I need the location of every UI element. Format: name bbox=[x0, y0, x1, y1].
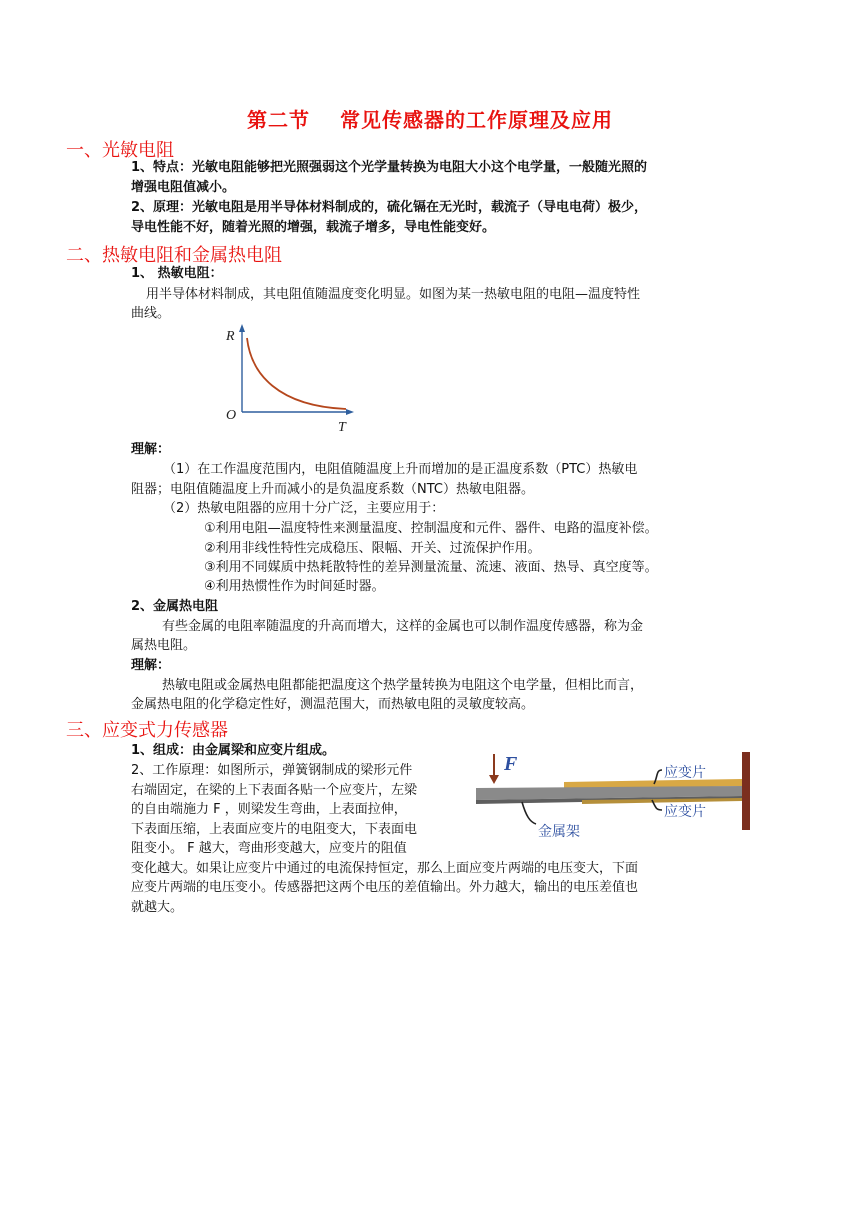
metal-line2: 属热电阻。 bbox=[131, 638, 197, 653]
section2-sub2: 2、金属热电阻 bbox=[131, 599, 219, 614]
section2-heading: 二、热敏电阻和金属热电阻 bbox=[66, 245, 282, 266]
app-item-4: ④利用热惯性作为时间延时器。 bbox=[204, 579, 385, 594]
section3-p2-line5: 阻变小。 F 越大，弯曲形变越大，应变片的阻值 bbox=[131, 841, 407, 856]
section3-p2-line3: 的自由端施力 F ，则梁发生弯曲，上表面拉伸， bbox=[131, 802, 407, 817]
section3-heading: 三、应变式力传感器 bbox=[66, 720, 228, 741]
app-item-2: ②利用非线性特性完成稳压、限幅、开关、过流保护作用。 bbox=[204, 541, 541, 556]
section2-desc-line2: 曲线。 bbox=[131, 306, 171, 321]
section3-p2-line1: 2、工作原理：如图所示，弹簧钢制成的梁形元件 bbox=[131, 763, 413, 778]
graph-x-label: T bbox=[338, 420, 346, 434]
ntc-curve bbox=[247, 338, 346, 409]
resistance-temperature-graph bbox=[218, 322, 358, 434]
metal-line1: 有些金属的电阻率随温度的升高而增大，这样的金属也可以制作温度传感器，称为金 bbox=[162, 619, 644, 634]
understand-label-1: 理解： bbox=[131, 442, 171, 457]
graph-y-arrow bbox=[239, 324, 245, 332]
understand3-line2: 金属热电阻的化学稳定性好，测温范围大，而热敏电阻的灵敏度较高。 bbox=[131, 697, 535, 712]
graph-origin-label: O bbox=[226, 408, 237, 423]
page-title bbox=[0, 104, 860, 133]
section3-full-line2: 应变片两端的电压变小。传感器把这两个电压的差值输出。外力越大，输出的电压差值也 bbox=[131, 880, 639, 895]
section2-desc-line1: 用半导体材料制成，其电阻值随温度变化明显。如图为某一热敏电阻的电阻—温度特性 bbox=[146, 287, 641, 302]
graph-y-label: R bbox=[226, 329, 235, 344]
leader-beam bbox=[522, 802, 536, 824]
section3-p2-line4: 下表面压缩，上表面应变片的电阻变大，下表面电 bbox=[131, 822, 418, 837]
strain-gauge-figure bbox=[472, 748, 772, 844]
section1-p1-line1: 1、特点：光敏电阻能够把光照强弱这个光学量转换为电阻大小这个电学量，一般随光照的 bbox=[131, 160, 648, 175]
understand1-line2: 阻器；电阻值随温度上升而减小的是负温度系数（NTC）热敏电阻器。 bbox=[131, 482, 534, 497]
force-label: F bbox=[504, 753, 518, 775]
top-gauge-label: 应变片 bbox=[664, 765, 706, 781]
section1-heading: 一、光敏电阻 bbox=[66, 140, 174, 161]
understand1-line1: （1）在工作温度范围内，电阻值随温度上升而增加的是正温度系数（PTC）热敏电 bbox=[163, 462, 638, 477]
title-part2: 常见传感器的工作原理及应用 bbox=[340, 108, 613, 132]
section3-p1: 1、组成：由金属梁和应变片组成。 bbox=[131, 743, 336, 758]
section1-p2-line1: 2、原理：光敏电阻是用半导体材料制成的，硫化镉在无光时，载流子（导电电荷）极少， bbox=[131, 200, 648, 215]
fixed-wall bbox=[742, 752, 750, 830]
section1-p1-line2: 增强电阻值减小。 bbox=[131, 180, 236, 195]
app-item-3: ③利用不同媒质中热耗散特性的差异测量流量、流速、液面、热导、真空度等。 bbox=[204, 560, 658, 575]
understand2: （2）热敏电阻器的应用十分广泛，主要应用于： bbox=[163, 501, 445, 516]
section1-p2-line2: 导电性能不好，随着光照的增强，载流子增多，导电性能变好。 bbox=[131, 220, 496, 235]
section2-sub1: 1、 热敏电阻： bbox=[131, 266, 223, 281]
understand-label-2: 理解： bbox=[131, 658, 171, 673]
title-part1: 第二节 bbox=[247, 108, 310, 132]
section3-full-line1: 变化越大。如果让应变片中通过的电流保持恒定，那么上面应变片两端的电压变大，下面 bbox=[131, 861, 639, 876]
section3-p2-line2: 右端固定，在梁的上下表面各贴一个应变片，左梁 bbox=[131, 783, 418, 798]
force-arrow-head bbox=[489, 775, 499, 784]
bottom-gauge-label: 应变片 bbox=[664, 804, 706, 820]
understand3-line1: 热敏电阻或金属热电阻都能把温度这个热学量转换为电阻这个电学量，但相比而言， bbox=[162, 678, 644, 693]
beam-label: 金属架 bbox=[538, 824, 580, 840]
section3-full-line3: 就越大。 bbox=[131, 900, 184, 915]
graph-x-arrow bbox=[346, 409, 354, 415]
app-item-1: ①利用电阻—温度特性来测量温度、控制温度和元件、器件、电路的温度补偿。 bbox=[204, 521, 658, 536]
